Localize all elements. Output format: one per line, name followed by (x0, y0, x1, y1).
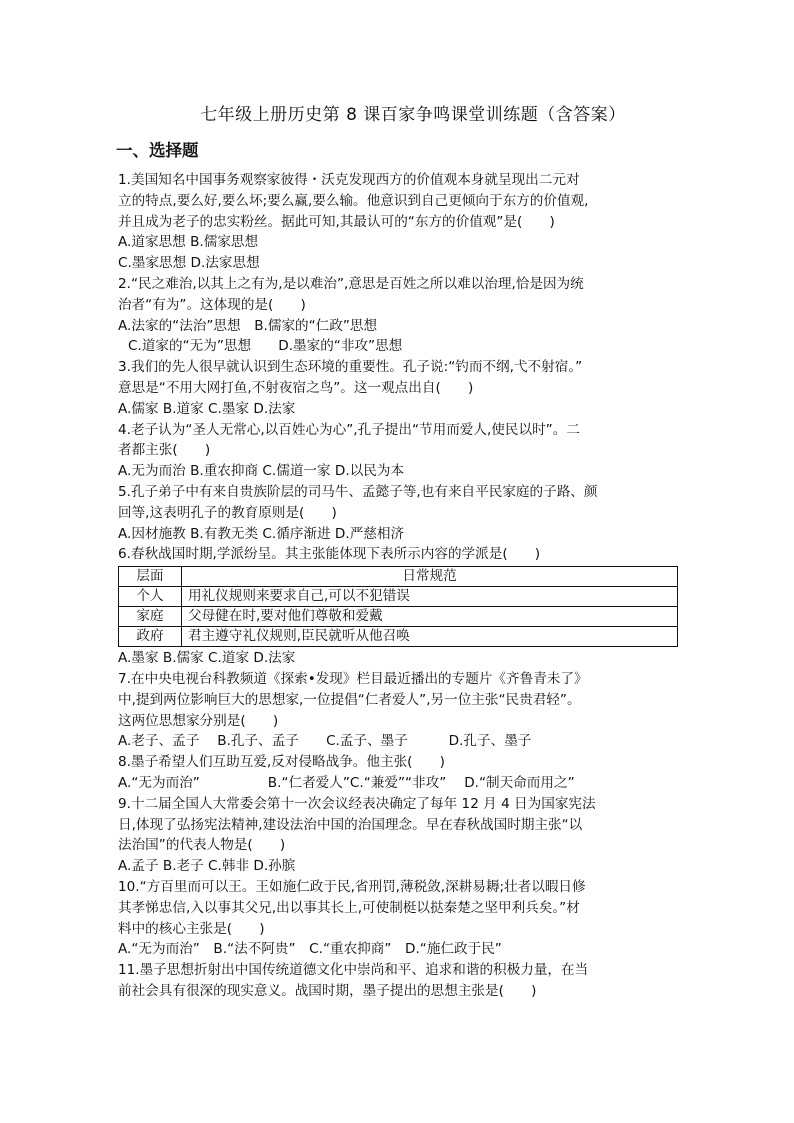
stem-line: 日,体现了弘扬宪法精神,建设法治中国的治国理念。早在春秋战国时期主张“以 (118, 816, 583, 833)
options-line: C.墨家思想 D.法家思想 (118, 255, 260, 272)
stem-line: 3.我们的先人很早就认识到生态环境的重要性。孔子说:“钓而不纲,弋不射宿。” (118, 359, 583, 376)
stem-line: 4.老子认为“圣人无常心,以百姓心为心”,孔子提出“节用而爱人,使民以时”。二 (118, 421, 580, 438)
options-line: A.“无为而治” B.“法不阿贵” C.“重农抑商” D.“施仁政于民” (118, 941, 502, 958)
stem-line: 6.春秋战国时期,学派纷呈。其主张能体现下表所示内容的学派是( ) (118, 546, 541, 563)
table-cell: 政府 (119, 627, 182, 647)
question-7 (118, 669, 678, 752)
table-row (119, 587, 678, 607)
stem-line: 意思是“不用大网打鱼,不射夜宿之鸟”。这一观点出自( ) (118, 379, 474, 396)
question-10 (118, 877, 678, 960)
stem-line: 5.孔子弟子中有来自贵族阶层的司马牛、孟懿子等,也有来自平民家庭的子路、颜 (118, 483, 598, 500)
table-cell: 家庭 (119, 607, 182, 627)
document-page (118, 100, 678, 1002)
norms-table (118, 566, 678, 647)
stem-line: 1.美国知名中国事务观察家彼得・沃克发现西方的价值观本身就呈现出二元对 (118, 172, 580, 188)
table-row (119, 627, 678, 647)
table-cell: 用礼仪规则来要求自己,可以不犯错误 (182, 587, 678, 607)
question-8 (118, 752, 678, 794)
stem-line: 回等,这表明孔子的教育原则是( ) (118, 504, 337, 521)
question-11 (118, 960, 678, 1002)
stem-line: 法治国”的代表人物是( ) (118, 837, 286, 854)
table-cell: 个人 (119, 587, 182, 607)
stem-line: 11.墨子思想折射出中国传统道德文化中崇尚和平、追求和谐的积极力量，在当 (118, 962, 589, 979)
stem-line: 2.“民之难治,以其上之有为,是以难治”,意思是百姓之所以难以治理,恰是因为统 (118, 275, 584, 292)
options-line: A.“无为而治” B.“仁者爱人”C.“兼爱”“非攻” D.“制天命而用之” (118, 774, 575, 791)
stem-line: 立的特点,要么好,要么坏;要么赢,要么输。他意识到自己更倾向于东方的价值观, (118, 192, 589, 209)
stem-line: 中,提到两位影响巨大的思想家,一位提倡“仁者爱人”,另一位主张“民贵君轻”。 (118, 691, 581, 708)
options-line: A.因材施教 B.有教无类 C.循序渐进 D.严慈相济 (118, 525, 405, 542)
stem-line: 前社会具有很深的现实意义。战国时期，墨子提出的思想主张是( ) (118, 982, 537, 999)
question-6 (118, 544, 678, 669)
stem-line: 其孝悌忠信,入以事其父兄,出以事其长上,可使制梃以挞秦楚之坚甲利兵矣。”材 (118, 899, 580, 916)
options-line: A.道家思想 B.儒家思想 (118, 234, 259, 251)
question-1 (118, 170, 678, 274)
stem-line: 者都主张( ) (118, 442, 211, 459)
question-4 (118, 420, 678, 482)
question-stem (118, 420, 678, 462)
table-header-cell: 层面 (119, 567, 182, 587)
options-line: A.老子、孟子 B.孔子、孟子 C.孟子、墨子 D.孔子、墨子 (118, 733, 532, 750)
options-line: A.无为而治 B.重农抑商 C.儒道一家 D.以民为本 (118, 463, 405, 480)
question-stem (118, 752, 678, 773)
section-heading: 一、选择题 (116, 141, 199, 160)
stem-line: 10.“方百里而可以王。王如施仁政于民,省刑罚,薄税敛,深耕易耨;壮者以暇日修 (118, 878, 586, 895)
table-cell: 君主遵守礼仪规则,臣民就听从他召唤 (182, 627, 678, 647)
question-2 (118, 274, 678, 357)
question-5 (118, 482, 678, 544)
question-stem (118, 170, 678, 232)
stem-line: 8.墨子希望人们互助互爱,反对侵略战争。他主张( ) (118, 754, 445, 771)
question-stem (118, 877, 678, 939)
question-stem (118, 669, 678, 731)
question-stem (118, 960, 678, 1002)
question-stem (118, 794, 678, 856)
options-line: A.墨家 B.儒家 C.道家 D.法家 (118, 650, 296, 667)
stem-line: 9.十二届全国人大常委会第十一次会议经表决确定了每年 12 月 4 日为国家宪法 (118, 795, 596, 812)
question-stem (118, 544, 678, 565)
options-line: A.孟子 B.老子 C.韩非 D.孙膑 (118, 858, 296, 875)
table-header-row (119, 567, 678, 587)
question-9 (118, 794, 678, 877)
question-stem (118, 482, 678, 524)
options-line: A.儒家 B.道家 C.墨家 D.法家 (118, 400, 296, 417)
stem-line: 料中的核心主张是( ) (118, 920, 265, 937)
table-cell: 父母健在时,要对他们尊敬和爱戴 (182, 607, 678, 627)
document-title: 七年级上册历史第 8 课百家争鸣课堂训练题（含答案） (200, 105, 626, 125)
options-line: A.法家的“法治”思想 B.儒家的“仁政”思想 (118, 317, 378, 334)
question-3 (118, 357, 678, 419)
table-header-cell: 日常规范 (182, 567, 678, 587)
stem-line: 这两位思想家分别是( ) (118, 712, 279, 729)
options-line: C.道家的“无为”思想 D.墨家的“非攻”思想 (128, 338, 403, 355)
stem-line: 7.在中央电视台科教频道《探索•发现》栏目最近播出的专题片《齐鲁青未了》 (118, 670, 588, 687)
stem-line: 并且成为老子的忠实粉丝。据此可知,其最认可的“东方的价值观”是( ) (118, 213, 555, 230)
stem-line: 治者“有为”。这体现的是( ) (118, 296, 306, 313)
table-row (119, 607, 678, 627)
question-stem (118, 357, 678, 399)
question-stem (118, 274, 678, 316)
